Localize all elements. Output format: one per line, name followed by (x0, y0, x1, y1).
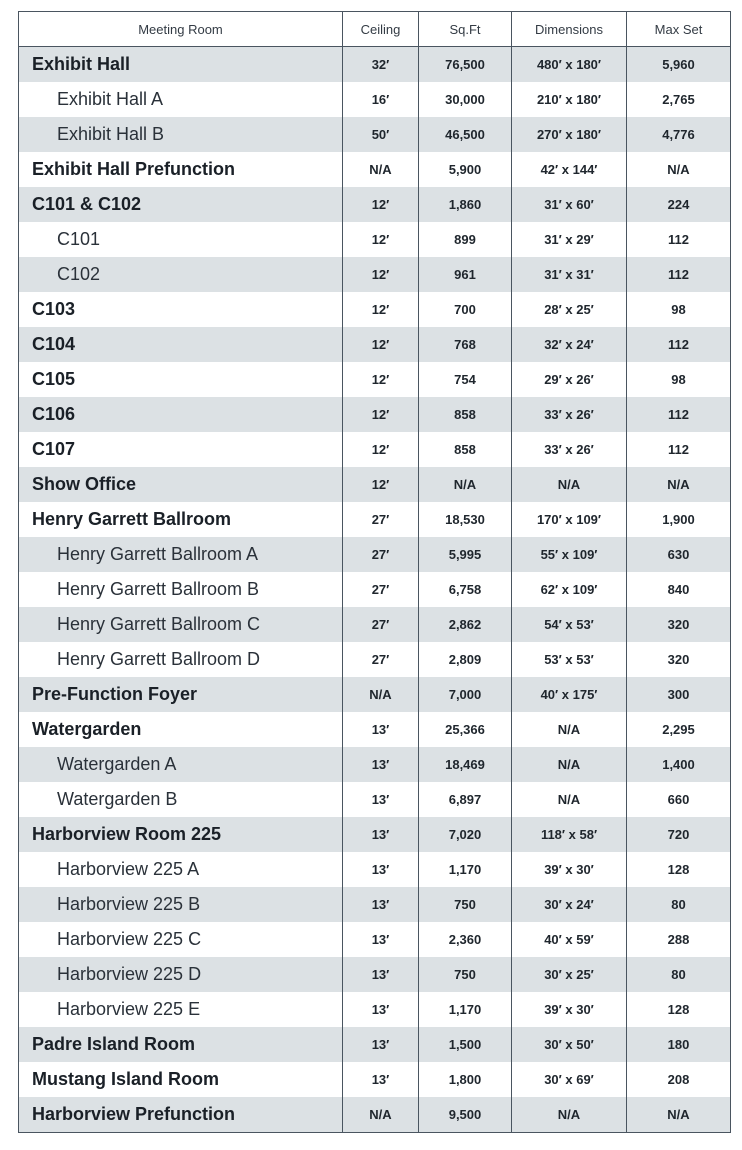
max-set-cell: 300 (627, 677, 731, 712)
table-row (19, 187, 731, 222)
dimensions-cell: N/A (512, 467, 627, 502)
table-row (19, 887, 731, 922)
sqft-cell: 858 (419, 397, 512, 432)
max-set-cell: 80 (627, 887, 731, 922)
dimensions-cell: N/A (512, 782, 627, 817)
room-name-cell: Henry Garrett Ballroom C (19, 607, 343, 642)
ceiling-cell: 12′ (343, 222, 419, 257)
table-row (19, 817, 731, 852)
sqft-cell: 768 (419, 327, 512, 362)
header-sqft: Sq.Ft (419, 12, 512, 47)
header-dimensions: Dimensions (512, 12, 627, 47)
dimensions-cell: 30′ x 25′ (512, 957, 627, 992)
room-name-cell: Exhibit Hall (19, 47, 343, 83)
header-meeting-room: Meeting Room (19, 12, 343, 47)
room-name-cell: C102 (19, 257, 343, 292)
max-set-cell: 5,960 (627, 47, 731, 83)
sqft-cell: 750 (419, 887, 512, 922)
sqft-cell: 899 (419, 222, 512, 257)
dimensions-cell: 170′ x 109′ (512, 502, 627, 537)
dimensions-cell: 39′ x 30′ (512, 992, 627, 1027)
dimensions-cell: 30′ x 24′ (512, 887, 627, 922)
dimensions-cell: 30′ x 69′ (512, 1062, 627, 1097)
ceiling-cell: 12′ (343, 432, 419, 467)
room-name-cell: C106 (19, 397, 343, 432)
table-row (19, 712, 731, 747)
max-set-cell: 112 (627, 257, 731, 292)
sqft-cell: 2,809 (419, 642, 512, 677)
max-set-cell: 224 (627, 187, 731, 222)
ceiling-cell: N/A (343, 1097, 419, 1133)
room-name-cell: Harborview 225 A (19, 852, 343, 887)
ceiling-cell: 13′ (343, 782, 419, 817)
ceiling-cell: 13′ (343, 887, 419, 922)
ceiling-cell: N/A (343, 152, 419, 187)
max-set-cell: 112 (627, 432, 731, 467)
ceiling-cell: 13′ (343, 992, 419, 1027)
sqft-cell: N/A (419, 467, 512, 502)
dimensions-cell: 29′ x 26′ (512, 362, 627, 397)
dimensions-cell: 31′ x 29′ (512, 222, 627, 257)
sqft-cell: 18,530 (419, 502, 512, 537)
dimensions-cell: 39′ x 30′ (512, 852, 627, 887)
table-row (19, 502, 731, 537)
ceiling-cell: 13′ (343, 852, 419, 887)
max-set-cell: 112 (627, 222, 731, 257)
dimensions-cell: N/A (512, 1097, 627, 1133)
table-row (19, 467, 731, 502)
max-set-cell: 80 (627, 957, 731, 992)
dimensions-cell: 40′ x 175′ (512, 677, 627, 712)
room-name-cell: Harborview Room 225 (19, 817, 343, 852)
sqft-cell: 750 (419, 957, 512, 992)
sqft-cell: 18,469 (419, 747, 512, 782)
room-name-cell: Harborview 225 B (19, 887, 343, 922)
table-row (19, 852, 731, 887)
max-set-cell: 1,400 (627, 747, 731, 782)
max-set-cell: 112 (627, 397, 731, 432)
room-name-cell: Exhibit Hall Prefunction (19, 152, 343, 187)
table-row (19, 362, 731, 397)
ceiling-cell: 27′ (343, 502, 419, 537)
ceiling-cell: 27′ (343, 537, 419, 572)
table-row (19, 572, 731, 607)
table-row (19, 677, 731, 712)
max-set-cell: 128 (627, 852, 731, 887)
ceiling-cell: 27′ (343, 607, 419, 642)
max-set-cell: 4,776 (627, 117, 731, 152)
dimensions-cell: 118′ x 58′ (512, 817, 627, 852)
ceiling-cell: 12′ (343, 292, 419, 327)
sqft-cell: 7,020 (419, 817, 512, 852)
room-name-cell: Henry Garrett Ballroom D (19, 642, 343, 677)
sqft-cell: 754 (419, 362, 512, 397)
max-set-cell: 320 (627, 642, 731, 677)
sqft-cell: 1,500 (419, 1027, 512, 1062)
table-row (19, 432, 731, 467)
ceiling-cell: 12′ (343, 327, 419, 362)
dimensions-cell: 270′ x 180′ (512, 117, 627, 152)
sqft-cell: 9,500 (419, 1097, 512, 1133)
room-name-cell: Pre-Function Foyer (19, 677, 343, 712)
room-name-cell: C107 (19, 432, 343, 467)
table-row (19, 47, 731, 83)
ceiling-cell: 13′ (343, 747, 419, 782)
sqft-cell: 1,170 (419, 852, 512, 887)
ceiling-cell: 12′ (343, 467, 419, 502)
room-name-cell: Watergarden B (19, 782, 343, 817)
room-name-cell: Henry Garrett Ballroom (19, 502, 343, 537)
max-set-cell: N/A (627, 1097, 731, 1133)
sqft-cell: 6,897 (419, 782, 512, 817)
sqft-cell: 858 (419, 432, 512, 467)
ceiling-cell: 27′ (343, 572, 419, 607)
table-row (19, 782, 731, 817)
dimensions-cell: 28′ x 25′ (512, 292, 627, 327)
sqft-cell: 7,000 (419, 677, 512, 712)
ceiling-cell: 13′ (343, 817, 419, 852)
room-name-cell: Henry Garrett Ballroom A (19, 537, 343, 572)
room-name-cell: Mustang Island Room (19, 1062, 343, 1097)
ceiling-cell: 12′ (343, 187, 419, 222)
dimensions-cell: 480′ x 180′ (512, 47, 627, 83)
table-row (19, 292, 731, 327)
ceiling-cell: 13′ (343, 1027, 419, 1062)
table-body (19, 47, 731, 1133)
ceiling-cell: 12′ (343, 397, 419, 432)
max-set-cell: 128 (627, 992, 731, 1027)
max-set-cell: 2,295 (627, 712, 731, 747)
max-set-cell: 288 (627, 922, 731, 957)
table-row (19, 1027, 731, 1062)
ceiling-cell: 27′ (343, 642, 419, 677)
table-row (19, 257, 731, 292)
ceiling-cell: 12′ (343, 362, 419, 397)
max-set-cell: 320 (627, 607, 731, 642)
max-set-cell: 98 (627, 292, 731, 327)
dimensions-cell: 33′ x 26′ (512, 432, 627, 467)
room-name-cell: Exhibit Hall A (19, 82, 343, 117)
table-row (19, 1097, 731, 1133)
max-set-cell: 720 (627, 817, 731, 852)
max-set-cell: N/A (627, 152, 731, 187)
dimensions-cell: 33′ x 26′ (512, 397, 627, 432)
dimensions-cell: 210′ x 180′ (512, 82, 627, 117)
room-name-cell: Exhibit Hall B (19, 117, 343, 152)
table-row (19, 152, 731, 187)
sqft-cell: 1,800 (419, 1062, 512, 1097)
room-name-cell: C101 & C102 (19, 187, 343, 222)
dimensions-cell: 31′ x 60′ (512, 187, 627, 222)
table-row (19, 537, 731, 572)
max-set-cell: N/A (627, 467, 731, 502)
sqft-cell: 30,000 (419, 82, 512, 117)
table-row (19, 117, 731, 152)
sqft-cell: 25,366 (419, 712, 512, 747)
dimensions-cell: 32′ x 24′ (512, 327, 627, 362)
max-set-cell: 180 (627, 1027, 731, 1062)
sqft-cell: 46,500 (419, 117, 512, 152)
room-name-cell: Watergarden A (19, 747, 343, 782)
max-set-cell: 112 (627, 327, 731, 362)
dimensions-cell: 55′ x 109′ (512, 537, 627, 572)
table-row (19, 957, 731, 992)
ceiling-cell: 32′ (343, 47, 419, 83)
dimensions-cell: 54′ x 53′ (512, 607, 627, 642)
ceiling-cell: 13′ (343, 1062, 419, 1097)
header-max-set: Max Set (627, 12, 731, 47)
table-row (19, 747, 731, 782)
ceiling-cell: 13′ (343, 712, 419, 747)
room-name-cell: Watergarden (19, 712, 343, 747)
room-name-cell: Show Office (19, 467, 343, 502)
sqft-cell: 1,860 (419, 187, 512, 222)
ceiling-cell: 50′ (343, 117, 419, 152)
max-set-cell: 660 (627, 782, 731, 817)
max-set-cell: 208 (627, 1062, 731, 1097)
sqft-cell: 2,360 (419, 922, 512, 957)
table-row (19, 922, 731, 957)
room-name-cell: Henry Garrett Ballroom B (19, 572, 343, 607)
ceiling-cell: 13′ (343, 957, 419, 992)
table-row (19, 327, 731, 362)
sqft-cell: 961 (419, 257, 512, 292)
room-name-cell: Harborview Prefunction (19, 1097, 343, 1133)
dimensions-cell: 30′ x 50′ (512, 1027, 627, 1062)
table-row (19, 607, 731, 642)
sqft-cell: 2,862 (419, 607, 512, 642)
table-row (19, 992, 731, 1027)
max-set-cell: 840 (627, 572, 731, 607)
max-set-cell: 630 (627, 537, 731, 572)
table-row (19, 397, 731, 432)
dimensions-cell: 53′ x 53′ (512, 642, 627, 677)
dimensions-cell: N/A (512, 712, 627, 747)
dimensions-cell: 31′ x 31′ (512, 257, 627, 292)
sqft-cell: 6,758 (419, 572, 512, 607)
dimensions-cell: N/A (512, 747, 627, 782)
max-set-cell: 98 (627, 362, 731, 397)
dimensions-cell: 62′ x 109′ (512, 572, 627, 607)
dimensions-cell: 40′ x 59′ (512, 922, 627, 957)
ceiling-cell: 13′ (343, 922, 419, 957)
table-row (19, 642, 731, 677)
header-ceiling: Ceiling (343, 12, 419, 47)
sqft-cell: 5,900 (419, 152, 512, 187)
max-set-cell: 1,900 (627, 502, 731, 537)
room-name-cell: Padre Island Room (19, 1027, 343, 1062)
dimensions-cell: 42′ x 144′ (512, 152, 627, 187)
room-name-cell: C104 (19, 327, 343, 362)
room-name-cell: Harborview 225 D (19, 957, 343, 992)
sqft-cell: 700 (419, 292, 512, 327)
room-name-cell: C101 (19, 222, 343, 257)
meeting-room-table (18, 11, 731, 1133)
ceiling-cell: N/A (343, 677, 419, 712)
sqft-cell: 5,995 (419, 537, 512, 572)
room-name-cell: C105 (19, 362, 343, 397)
room-name-cell: C103 (19, 292, 343, 327)
sqft-cell: 76,500 (419, 47, 512, 83)
table-row (19, 222, 731, 257)
ceiling-cell: 12′ (343, 257, 419, 292)
room-name-cell: Harborview 225 E (19, 992, 343, 1027)
table-row (19, 82, 731, 117)
max-set-cell: 2,765 (627, 82, 731, 117)
ceiling-cell: 16′ (343, 82, 419, 117)
header-row (19, 12, 731, 47)
table-row (19, 1062, 731, 1097)
room-name-cell: Harborview 225 C (19, 922, 343, 957)
sqft-cell: 1,170 (419, 992, 512, 1027)
